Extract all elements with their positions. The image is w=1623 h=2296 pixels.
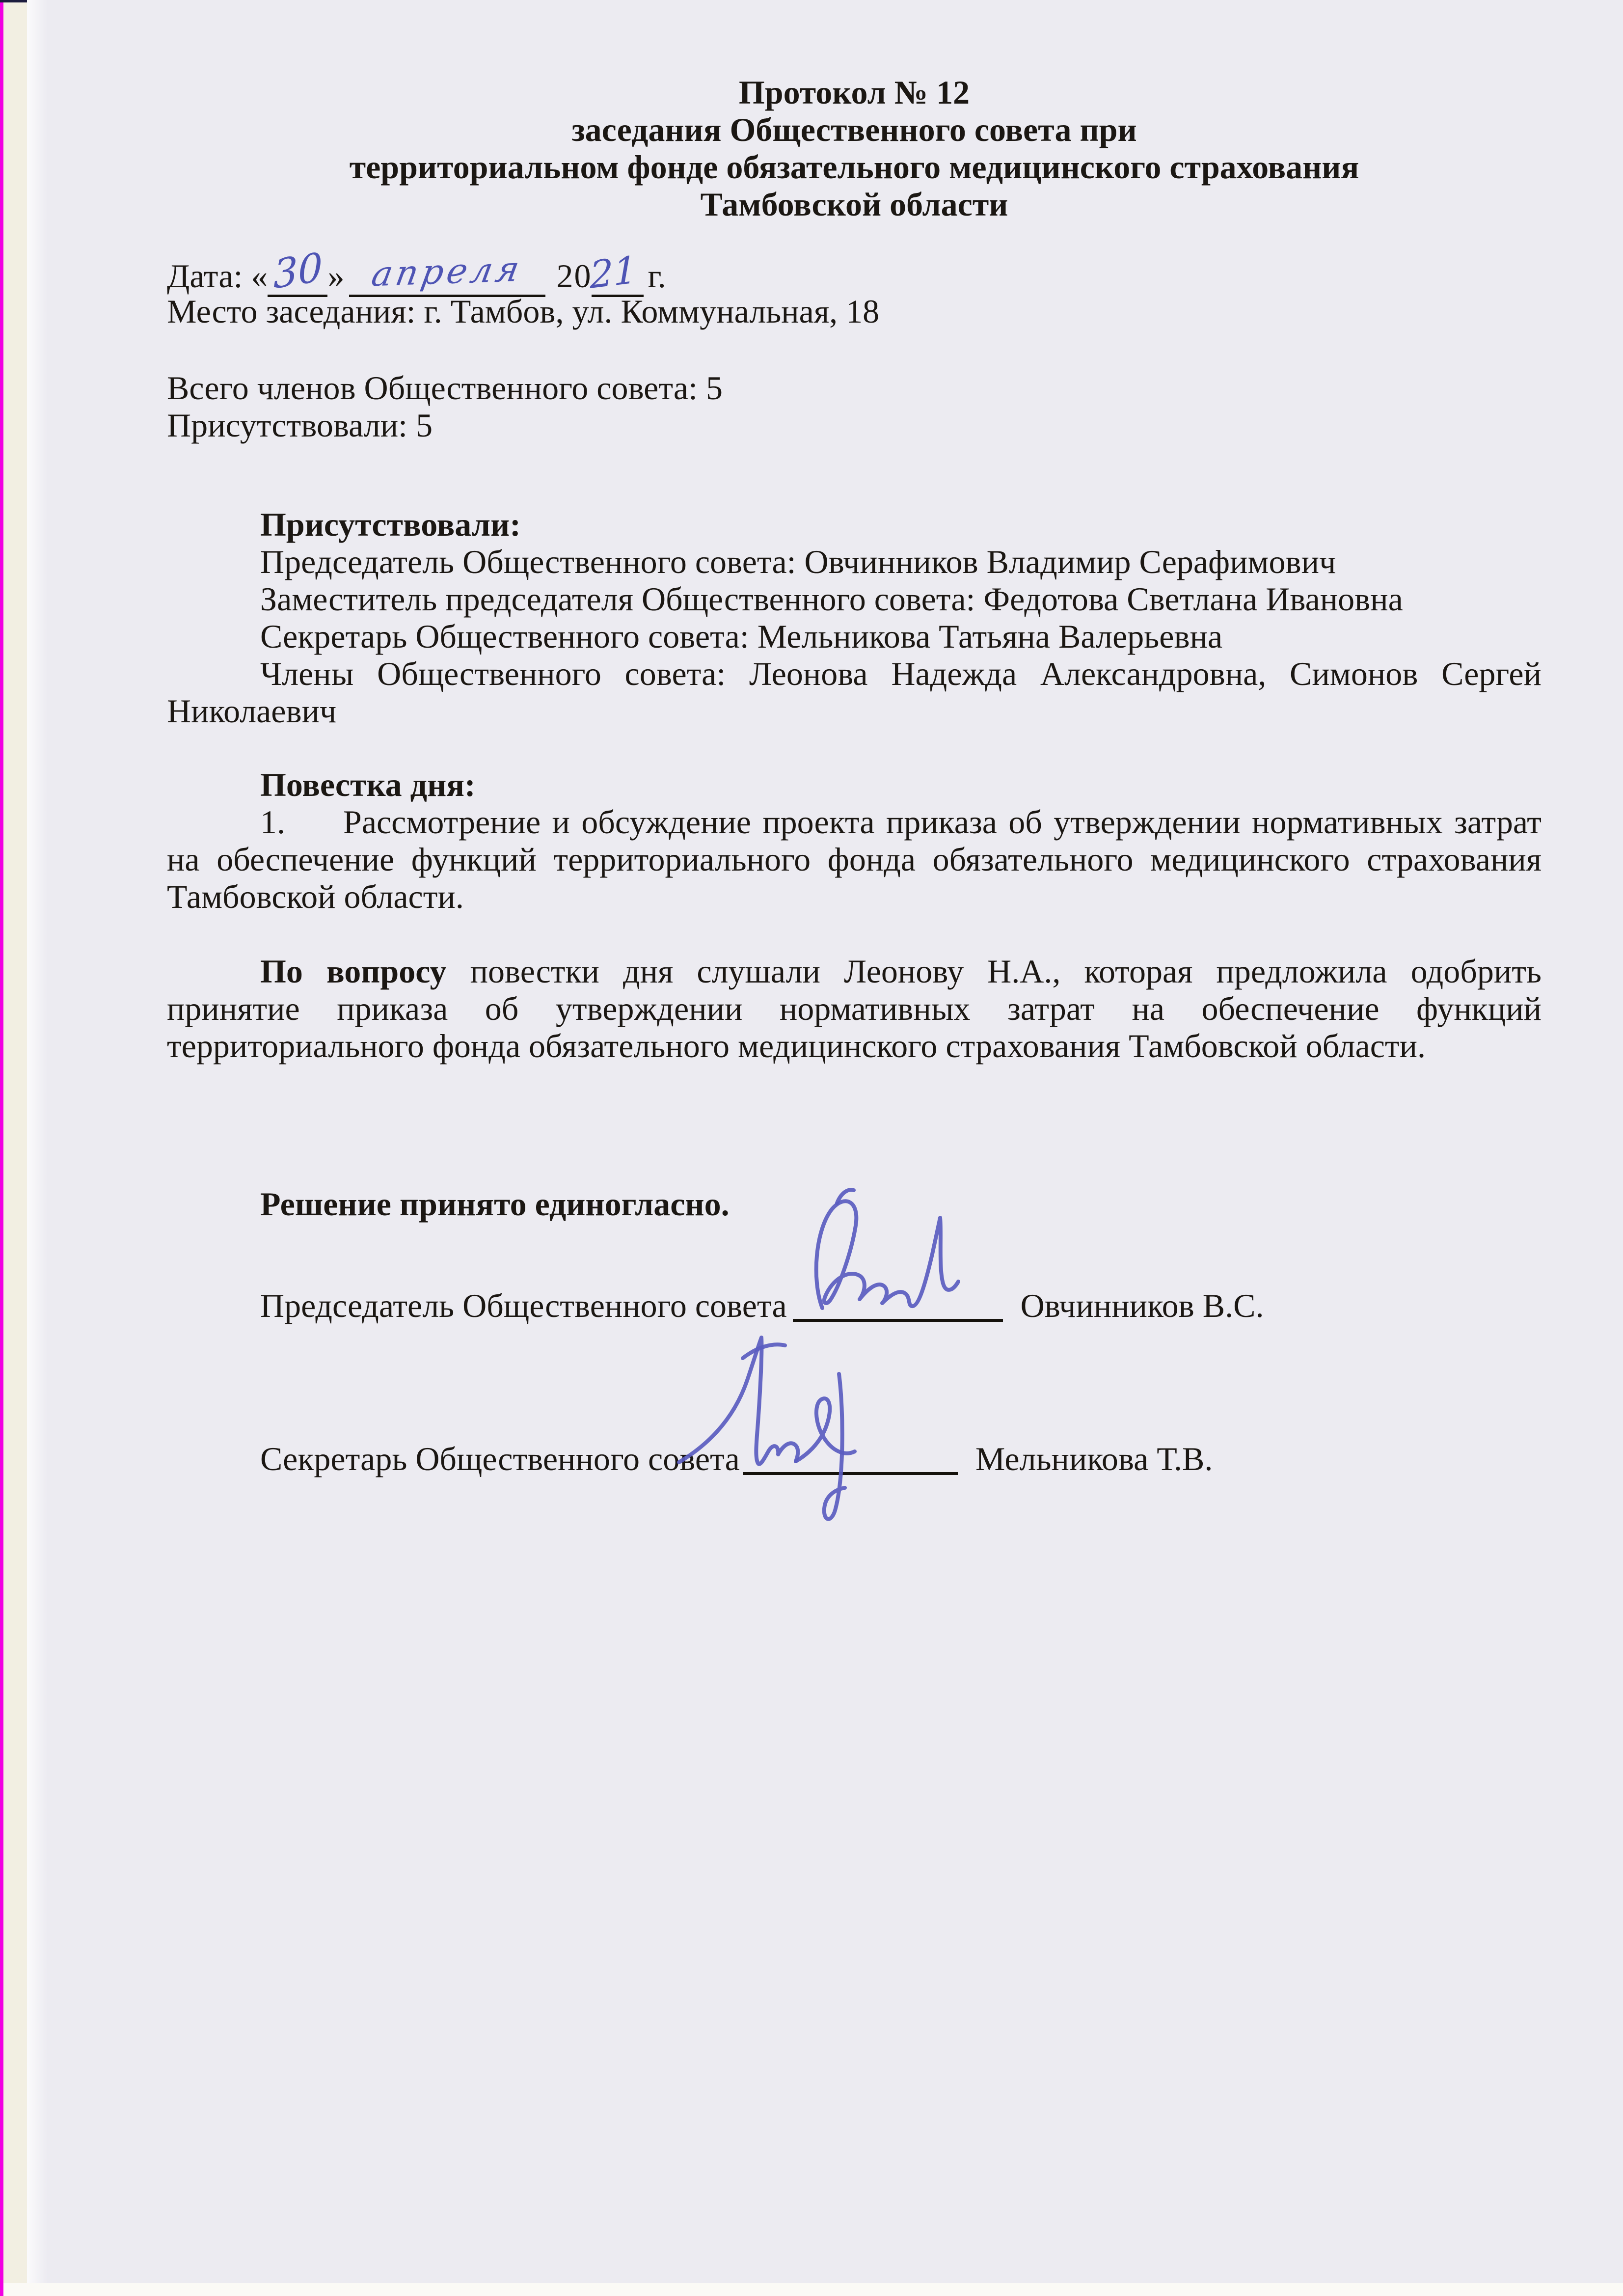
date-label: Дата: « — [167, 257, 268, 295]
secretary-signature-ink — [669, 1300, 964, 1531]
handwritten-day: 30 — [272, 244, 323, 298]
date-line — [167, 244, 1542, 298]
agenda-section — [167, 766, 1542, 915]
title-line-fund: территориальном фонде обязательного медицинского страхования — [349, 148, 1359, 186]
date-year-blank — [589, 247, 644, 298]
discussion-lead: По вопросу — [260, 953, 447, 990]
total-members-line: Всего членов Общественного совета: 5 — [167, 369, 723, 407]
date-day-blank — [268, 244, 327, 298]
chairman-signature-blank — [793, 1277, 1003, 1322]
attendees-heading: Присутствовали: — [260, 506, 521, 543]
secretary-signature-row — [167, 1430, 1623, 1484]
scan-edge-bottom-band — [3, 2283, 1623, 2296]
date-close-quote: » — [327, 257, 345, 295]
title-line-region: Тамбовской области — [700, 186, 1008, 223]
handwritten-month: апреля — [369, 248, 526, 295]
scan-edge-top-dark-line — [0, 0, 28, 2]
secretary-signature-role: Секретарь Общественного совета — [260, 1440, 740, 1477]
decision-line: Решение принято единогласно. — [260, 1185, 730, 1223]
secretary-signature-blank — [743, 1430, 958, 1475]
chairman-signature-role: Председатель Общественного совета — [260, 1287, 787, 1324]
chairman-signature-row — [167, 1277, 1623, 1331]
agenda-item-number: 1. — [260, 803, 285, 841]
document-text-block — [167, 0, 1542, 2283]
meeting-location: Место заседания: г. Тамбов, ул. Коммунальная, 18 — [167, 293, 880, 330]
attendees-section — [167, 506, 1542, 730]
attendee-secretary: Секретарь Общественного совета: Мельникова Татьяна Валерьевна — [260, 618, 1223, 655]
scan-edge-cream-band — [3, 0, 27, 2296]
document-paper — [27, 0, 1623, 2283]
date-suffix: г. — [648, 257, 666, 295]
discussion-paragraph — [167, 953, 1542, 1065]
agenda-item-text: Рассмотрение и обсуждение проекта приказа об утверждении нормативных затрат на обеспечение функций территориального фонда обязательного медицинского страхования Тамбовской области. — [167, 803, 1542, 915]
handwritten-year: 21 — [589, 247, 638, 298]
title-line-meeting: заседания Общественного совета при — [571, 111, 1137, 148]
date-year-printed: 20 — [556, 257, 592, 295]
agenda-item-1 — [167, 803, 1542, 915]
discussion-section — [167, 953, 1542, 1065]
attendee-chairman: Председатель Общественного совета: Овчинников Владимир Серафимович — [260, 543, 1336, 580]
attendee-members: Члены Общественного совета: Леонова Надежда Александровна, Симонов Сергей Николаевич — [167, 655, 1542, 730]
secretary-name: Мельникова Т.В. — [975, 1440, 1213, 1477]
scan-edge-magenta-strip — [0, 0, 3, 2296]
present-count-line: Присутствовали: 5 — [167, 407, 433, 444]
agenda-heading: Повестка дня: — [260, 766, 476, 803]
attendee-deputy: Заместитель председателя Общественного совета: Федотова Светлана Ивановна — [260, 580, 1403, 618]
chairman-name: Овчинников В.С. — [1020, 1287, 1264, 1324]
discussion-text: повестки дня слушали Леонову Н.А., которая предложила одобрить принятие приказа об утверждении нормативных затрат на обеспечение функций территориального фонда обязательного медицинского страхования Тамбовской области. — [167, 953, 1542, 1065]
date-month-blank — [349, 248, 545, 297]
title-line-protocol-number: Протокол № 12 — [738, 74, 970, 111]
document-title — [167, 74, 1542, 223]
